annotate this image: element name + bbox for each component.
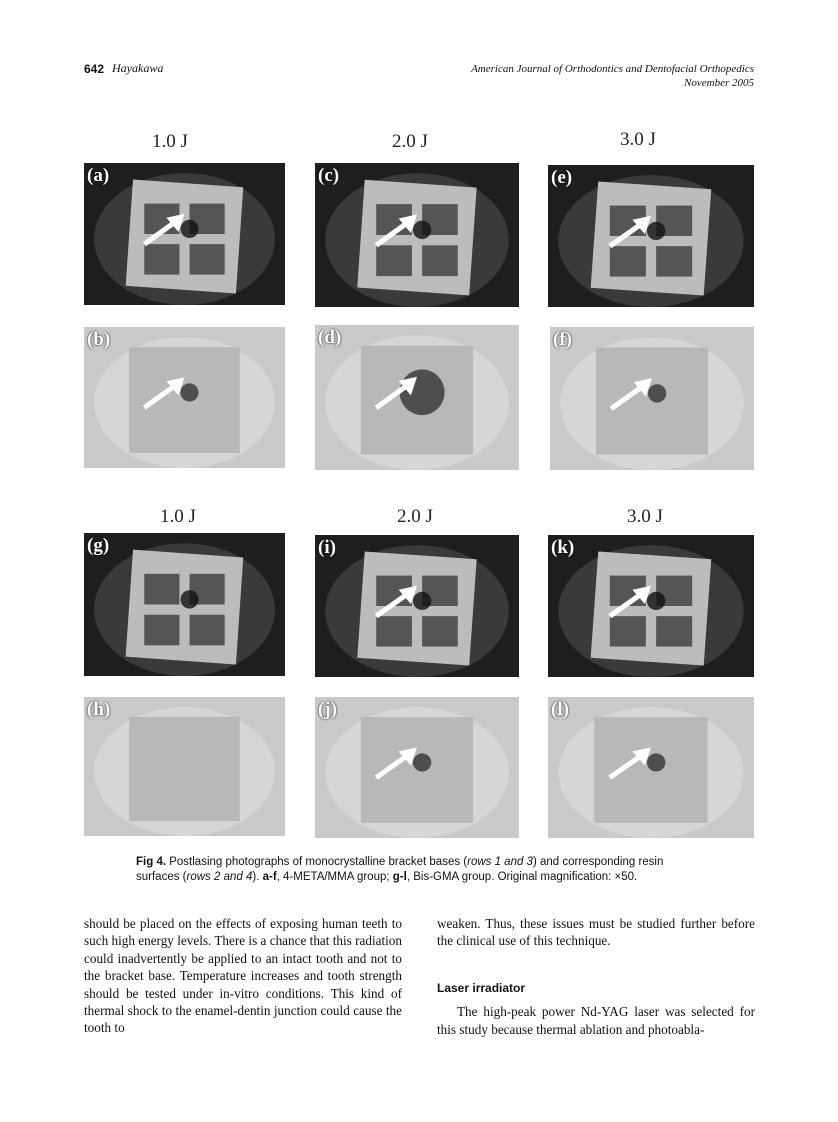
panel-label: (k) (551, 537, 575, 558)
figure-panel-photo (548, 697, 754, 838)
paragraph: The high-peak power Nd-YAG laser was selected for this study because thermal ablation and photoabla- (437, 1004, 755, 1037)
figure-panel-photo (548, 535, 754, 677)
figure-caption (136, 855, 706, 885)
panel-label: (j) (318, 699, 337, 720)
figure-panel-photo (550, 327, 754, 470)
caption-text: a-f (262, 871, 277, 883)
panel-label: (d) (318, 327, 342, 348)
running-author: Hayakawa (112, 61, 164, 75)
panel-label: (l) (551, 699, 569, 720)
energy-label: 2.0 J (392, 131, 428, 152)
figure-panel-photo (84, 533, 285, 676)
panel-label: (e) (551, 167, 573, 188)
caption-label: Fig 4. (136, 856, 167, 868)
caption-text: ). (252, 871, 263, 883)
caption-text: , 4-META/MMA group; (276, 871, 393, 883)
body-left-column (84, 915, 402, 1037)
paragraph: should be placed on the effects of exposing human teeth to such high energy levels. There is a chance that this radiation could inadvertently be applied to an intact tooth and not to the bracket base. Temperature increases and tooth strength should be tested under in-vitro conditions. This kind of thermal shock to the enamel-dentin junction could cause the tooth to (84, 916, 402, 1036)
panel-label: (g) (87, 535, 110, 556)
section-heading: Laser irradiator (437, 980, 526, 995)
issue-date: November 2005 (684, 77, 754, 89)
journal-title: American Journal of Orthodontics and Dentofacial Orthopedics (471, 63, 754, 75)
panel-label: (c) (318, 165, 340, 186)
caption-text: rows 1 and 3 (467, 856, 533, 868)
caption-text: rows 2 and 4 (186, 871, 253, 883)
energy-label: 2.0 J (397, 506, 433, 527)
figure-panel-photo (315, 325, 519, 470)
page-number: 642 (84, 62, 105, 76)
panel-label: (f) (553, 329, 572, 350)
figure-panel-photo (84, 163, 285, 305)
running-journal (471, 62, 754, 90)
panel-label: (b) (87, 329, 111, 350)
figure-panel-photo (548, 165, 754, 307)
figure-panel-photo (84, 697, 285, 836)
caption-text: , Bis-GMA group. Original magnification: ×50. (406, 871, 638, 883)
figure-panel-photo (315, 697, 519, 838)
energy-label: 3.0 J (627, 506, 663, 527)
figure-panel-photo (315, 163, 519, 307)
body-right-column (437, 915, 755, 1038)
caption-text: g-l (392, 871, 407, 883)
paragraph: weaken. Thus, these issues must be studied further before the clinical use of this technique. (437, 916, 755, 949)
panel-label: (i) (318, 537, 336, 558)
energy-label: 1.0 J (160, 506, 196, 527)
panel-label: (h) (87, 699, 111, 720)
figure-panel-photo (315, 535, 519, 677)
panel-label: (a) (87, 165, 110, 186)
caption-text: Postlasing photographs of monocrystalline bracket bases ( (166, 856, 468, 868)
energy-label: 3.0 J (620, 129, 656, 150)
figure-panel-photo (84, 327, 285, 468)
caption-text: ) and corresponding resin surfaces ( (136, 856, 664, 883)
energy-label: 1.0 J (152, 131, 188, 152)
